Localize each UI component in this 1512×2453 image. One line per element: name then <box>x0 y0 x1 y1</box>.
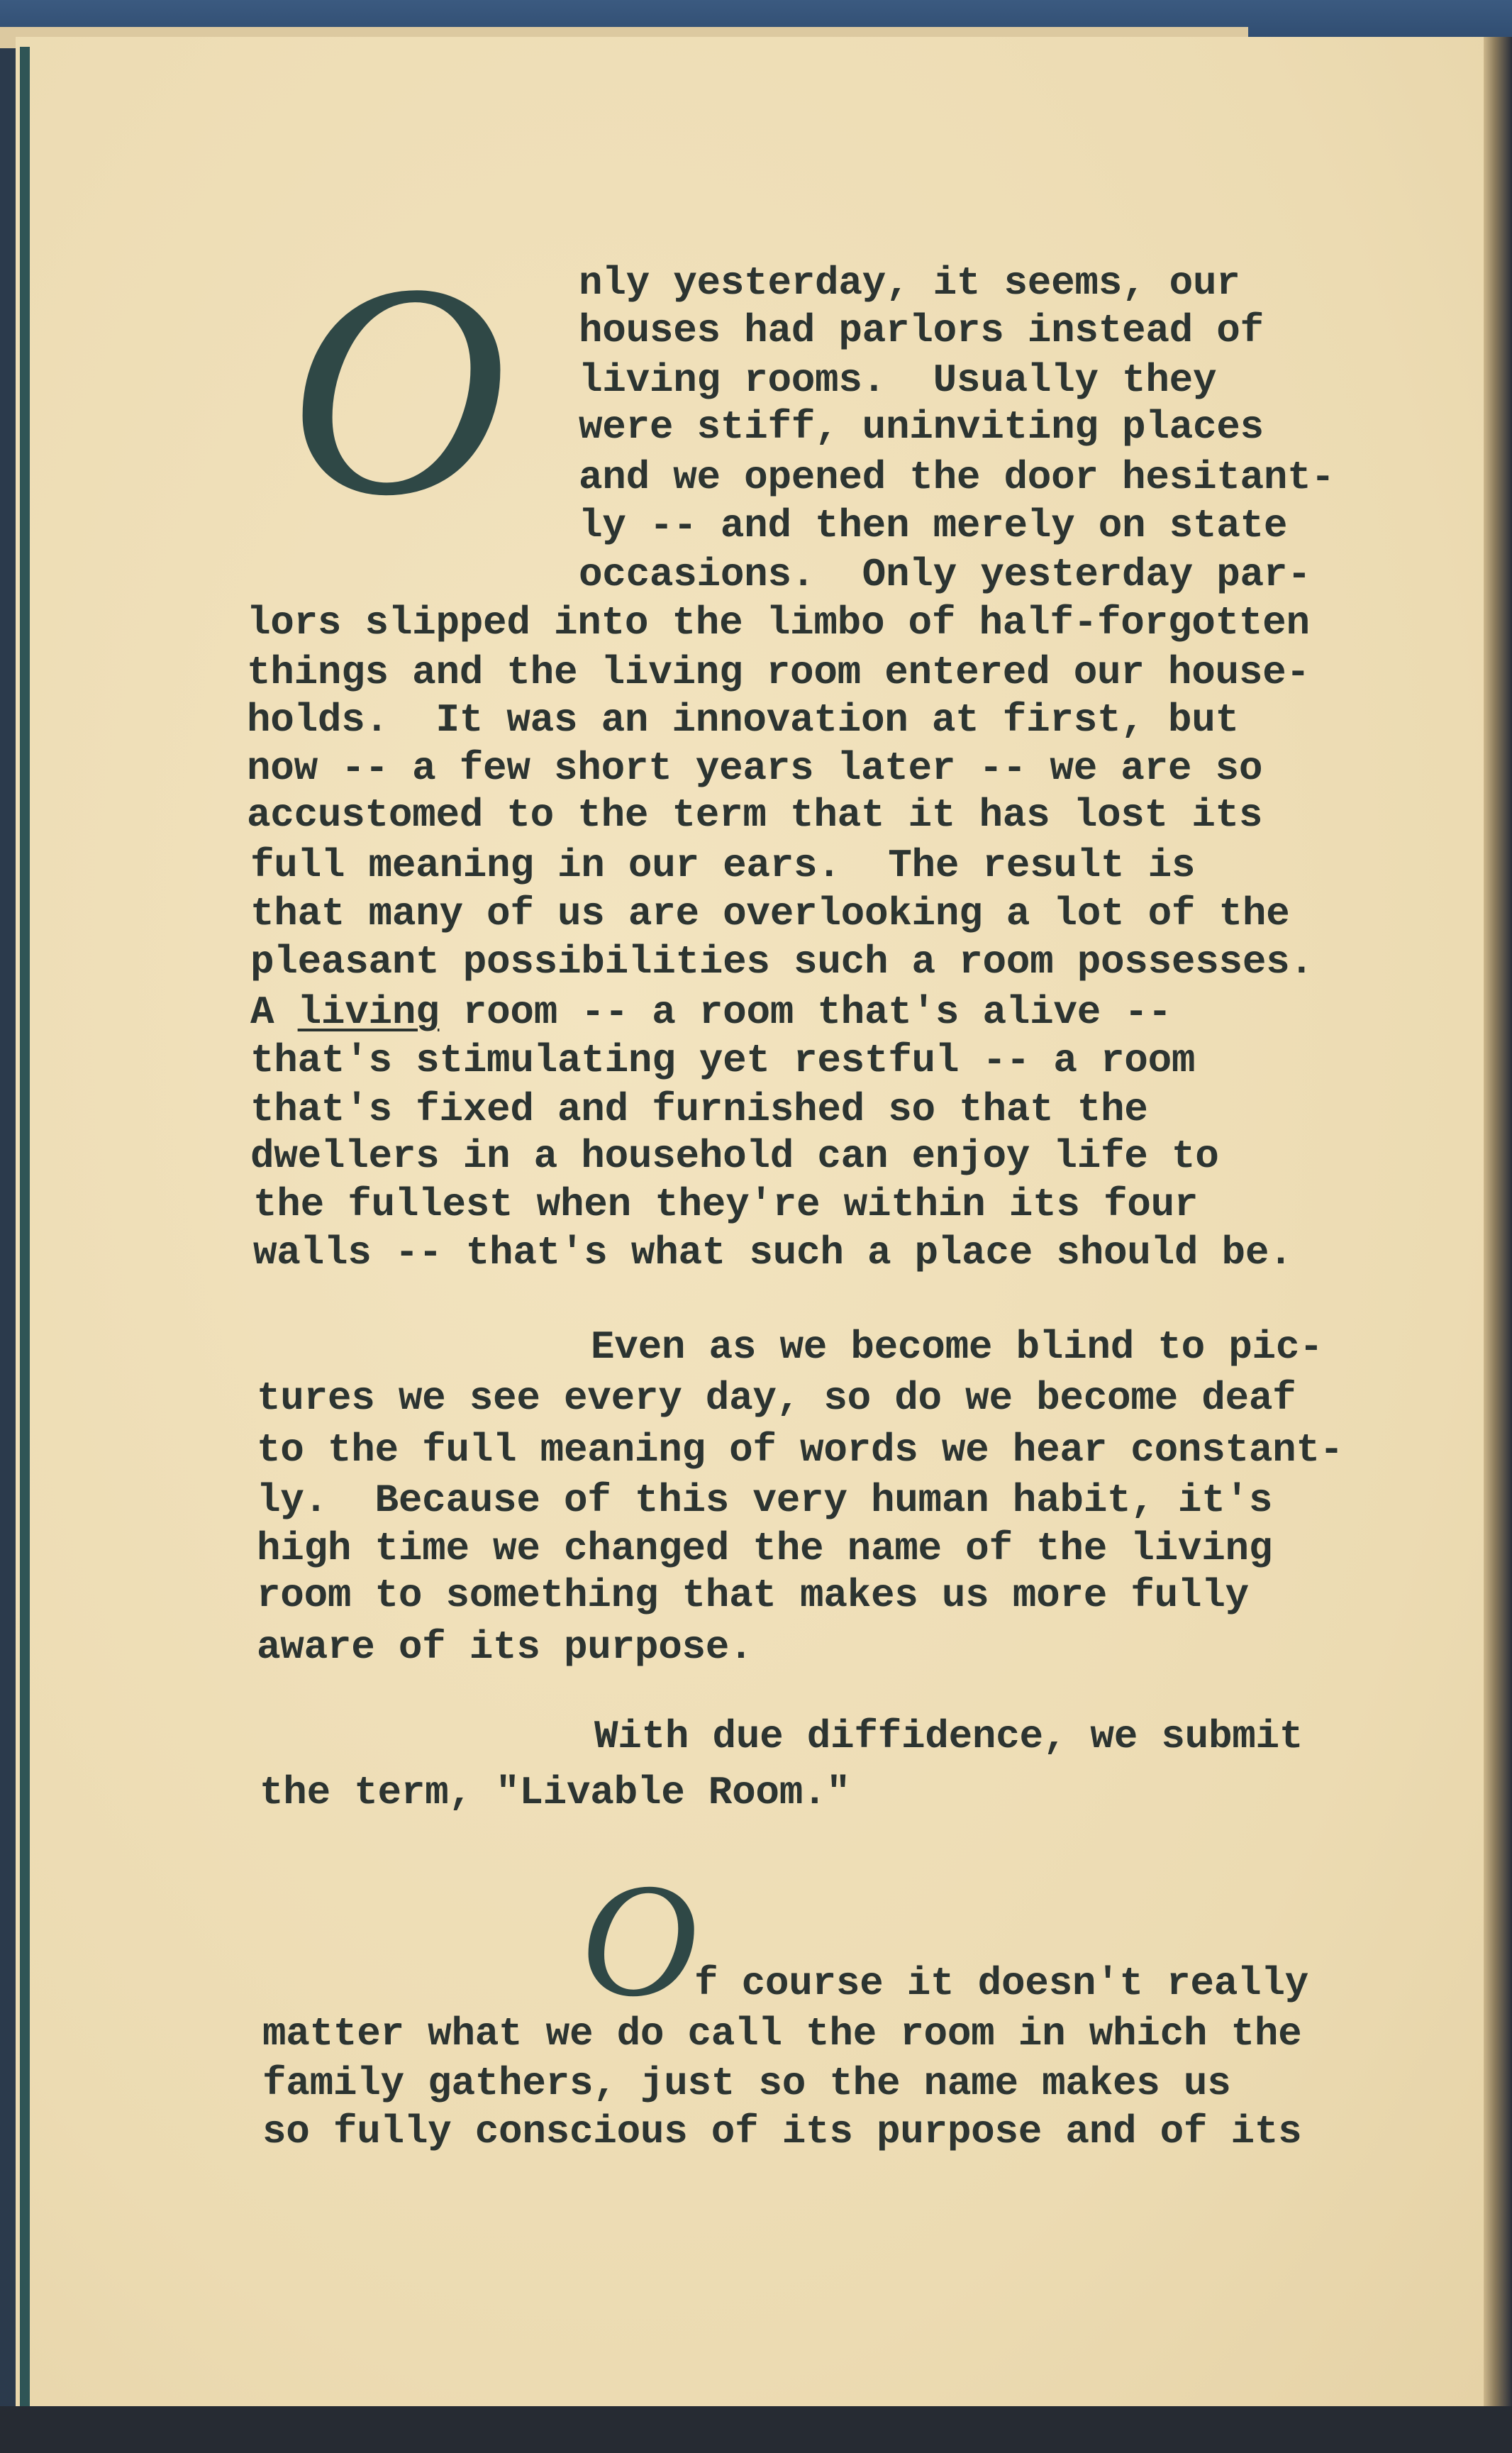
underlined-word: living <box>297 990 440 1035</box>
text-line: accustomed to the term that it has lost its <box>247 792 1263 838</box>
text-line: aware of its purpose. <box>257 1624 753 1670</box>
text-line: to the full meaning of words we hear constant- <box>257 1427 1344 1473</box>
text-line: occasions. Only yesterday par- <box>579 552 1311 597</box>
text-line: things and the living room entered our house- <box>247 650 1310 695</box>
text-line: and we opened the door hesitant- <box>579 455 1335 500</box>
text-line: With due diffidence, we submit <box>594 1714 1303 1759</box>
text-line: living rooms. Usually they <box>579 358 1217 403</box>
text-line: houses had parlors instead of <box>579 308 1264 353</box>
text-fragment: A <box>250 990 298 1035</box>
text-line: that many of us are overlooking a lot of the <box>250 891 1290 936</box>
text-fragment: room -- a room that's alive -- <box>439 990 1172 1035</box>
text-line: ly -- and then merely on state <box>579 503 1288 548</box>
text-line: now -- a few short years later -- we are so <box>247 746 1263 791</box>
text-line <box>250 990 1172 1035</box>
text-line: pleasant possibilities such a room possesses. <box>250 939 1313 985</box>
text-line: ly. Because of this very human habit, it's <box>257 1478 1273 1523</box>
text-line: Even as we become blind to pic- <box>591 1324 1323 1370</box>
drop-cap-second: O <box>580 1849 699 2030</box>
text-line: matter what we do call the room in which the <box>262 2011 1302 2056</box>
text-line: holds. It was an innovation at first, but <box>247 697 1239 743</box>
margin-rule <box>20 47 30 2406</box>
text-line: tures we see every day, so do we become deaf <box>257 1375 1296 1421</box>
text-line: were stiff, uninviting places <box>579 404 1264 450</box>
text-line: full meaning in our ears. The result is <box>250 843 1196 888</box>
text-line: that's stimulating yet restful -- a room <box>250 1038 1196 1083</box>
text-line: the term, "Livable Room." <box>260 1770 850 1815</box>
book-spine-edge <box>1484 37 1512 2413</box>
text-line: f course it doesn't really <box>694 1961 1308 2006</box>
text-line: family gathers, just so the name makes us <box>262 2061 1231 2106</box>
book-cover-bottom <box>0 2406 1512 2453</box>
text-line: walls -- that's what such a place should be. <box>253 1230 1293 1275</box>
text-line: so fully conscious of its purpose and of its <box>262 2109 1302 2154</box>
text-line: lors slipped into the limbo of half-forgotten <box>247 600 1310 646</box>
drop-cap-first: O <box>287 221 508 559</box>
text-line: room to something that makes us more fully <box>257 1573 1249 1618</box>
text-line: the fullest when they're within its four <box>253 1182 1199 1227</box>
text-line: high time we changed the name of the living <box>257 1526 1273 1571</box>
text-line: that's fixed and furnished so that the <box>250 1087 1148 1132</box>
text-line: nly yesterday, it seems, our <box>579 260 1240 306</box>
text-line: dwellers in a household can enjoy life to <box>250 1134 1219 1179</box>
